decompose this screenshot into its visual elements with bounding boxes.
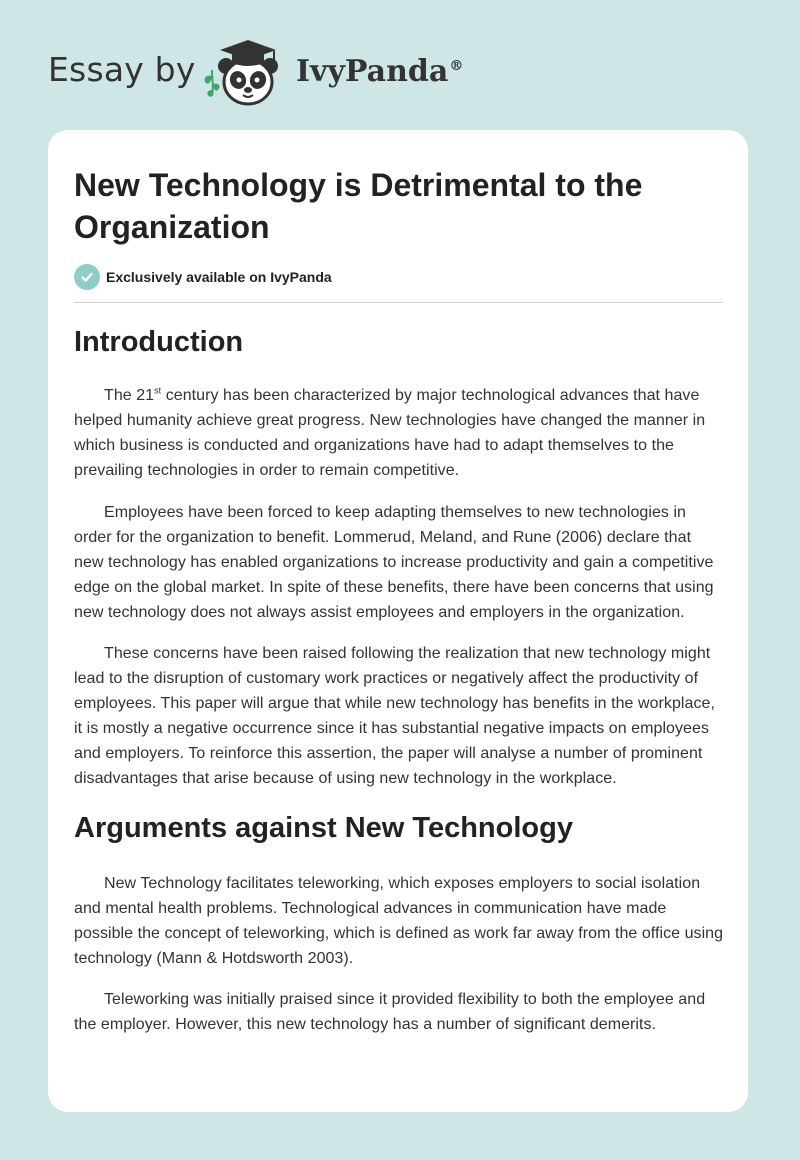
paragraph: Teleworking was initially praised since it provided flexibility to both the employee and the employer. However, this new technology has a number of significant demerits. — [74, 991, 706, 1033]
paragraph: These concerns have been raised following the realization that new technology might lead to the disruption of customary work practices or negatively affect the productivity of employees. This paper will argue that while new technology has benefits in the workplace, it is mostly a negative occurrence since it has substantial negative impacts on employees and employers. To reinforce this assertion, the paper will analyse a number of prominent disadvantages that arise because of using new technology in the workplace. — [74, 645, 715, 787]
paragraph: New Technology facilitates teleworking, which exposes employers to social isolation and mental health problems. Technological advances in communication have made possible the concept of teleworking, which is defined as work far away from the office using technology (Mann & Hotdsworth 2003). — [74, 874, 724, 967]
section-heading-arguments: Arguments against New Technology — [74, 811, 573, 844]
divider — [74, 302, 723, 303]
exclusive-badge — [74, 264, 332, 290]
badge-label: Exclusively available on IvyPanda — [106, 269, 332, 285]
essay-title: New Technology is Detrimental to the Organization — [74, 167, 643, 245]
paragraph — [74, 383, 724, 483]
checkmark-icon — [74, 264, 100, 290]
panda-logo-icon[interactable] — [200, 36, 292, 108]
brand-name-text: IvyPanda — [296, 54, 449, 89]
paragraph-text: The 21 — [104, 387, 155, 404]
brand-name — [296, 52, 463, 92]
paragraph: Employees have been forced to keep adapting themselves to new technologies in order for the organization to benefit. Lommerud, Meland, and Rune (2006) declare that new technology has enabled organizations to increase productivity and gain a competitive edge on the global market. In spite of these benefits, there have been concerns that using new technology does not always assist employees and employers in the organization. — [74, 503, 714, 621]
section-heading-introduction: Introduction — [74, 326, 244, 358]
essay-card — [48, 130, 748, 1112]
brand-prefix: Essay by — [48, 50, 196, 89]
site-header — [0, 0, 800, 128]
superscript: st — [154, 385, 162, 396]
paragraph-text: century has been characterized by major technological advances that have helped humanity achieve great progress. New technologies have changed the manner in which business is conducted and organizations have had to adapt themselves to the prevailing technologies in order to remain competitive. — [74, 387, 706, 479]
registered-mark: ® — [449, 58, 464, 74]
essay-body — [74, 322, 724, 1054]
